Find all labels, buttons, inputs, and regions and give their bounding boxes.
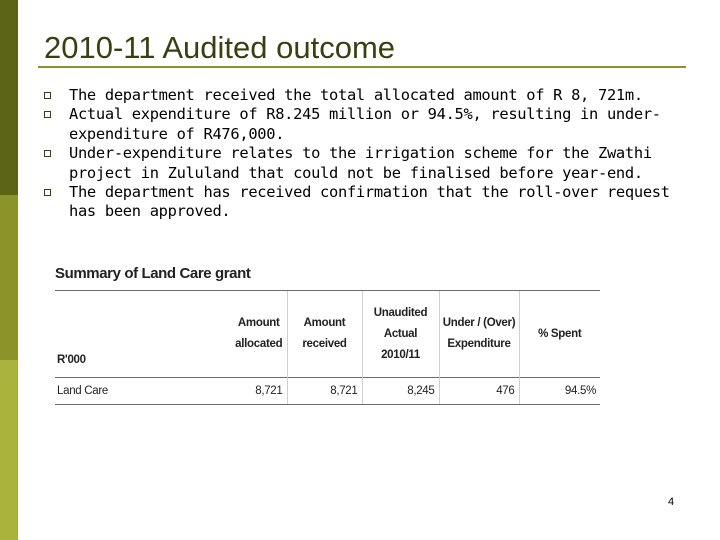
bullet-text: Under-expenditure relates to the irrigation scheme for the Zwathi project in Zululand that could not be finalised before year-end.	[69, 144, 652, 182]
table-row	[55, 378, 600, 405]
square-bullet-icon	[44, 150, 51, 157]
decor-bar-bottom	[0, 360, 18, 540]
bullet-text: Actual expenditure of R8.245 million or 94.5%, resulting in under-expenditure of R476,000.	[69, 105, 661, 143]
unit-label: R'000	[57, 354, 86, 366]
bullet-text: The department received the total allocated amount of R 8, 721m.	[69, 86, 643, 104]
decor-bar-top	[0, 0, 18, 195]
bullet-list	[44, 86, 684, 222]
square-bullet-icon	[44, 189, 51, 196]
bullet-item	[44, 86, 684, 105]
bullet-text: The department has received confirmation that the roll-over request has been approved.	[69, 183, 670, 221]
header-unaudited-actual: Unaudited Actual 2010/11	[362, 291, 439, 378]
header-percent-spent: % Spent	[519, 291, 600, 378]
cell-under-over-expenditure: 476	[439, 378, 519, 405]
square-bullet-icon	[44, 111, 51, 118]
square-bullet-icon	[44, 92, 51, 99]
header-amount-received: Amount received	[287, 291, 362, 378]
land-care-table	[55, 291, 600, 405]
cell-amount-received: 8,721	[287, 378, 362, 405]
cell-percent-spent: 94.5%	[519, 378, 600, 405]
page-number: 4	[668, 496, 675, 508]
row-label: Land Care	[55, 378, 231, 405]
cell-amount-allocated: 8,721	[231, 378, 287, 405]
header-under-over-expenditure: Under / (Over) Expenditure	[439, 291, 519, 378]
header-amount-allocated: Amount allocated	[235, 317, 283, 350]
bullet-item	[44, 183, 684, 222]
bullet-item	[44, 105, 684, 144]
land-care-table-figure	[55, 265, 600, 405]
slide-title: 2010-11 Audited outcome	[44, 30, 396, 65]
table-title: Summary of Land Care grant	[55, 265, 600, 291]
cell-unaudited-actual: 8,245	[362, 378, 439, 405]
table-header-row	[55, 291, 600, 378]
bullet-item	[44, 144, 684, 183]
decor-bar-middle	[0, 195, 18, 360]
title-underline	[38, 66, 686, 68]
